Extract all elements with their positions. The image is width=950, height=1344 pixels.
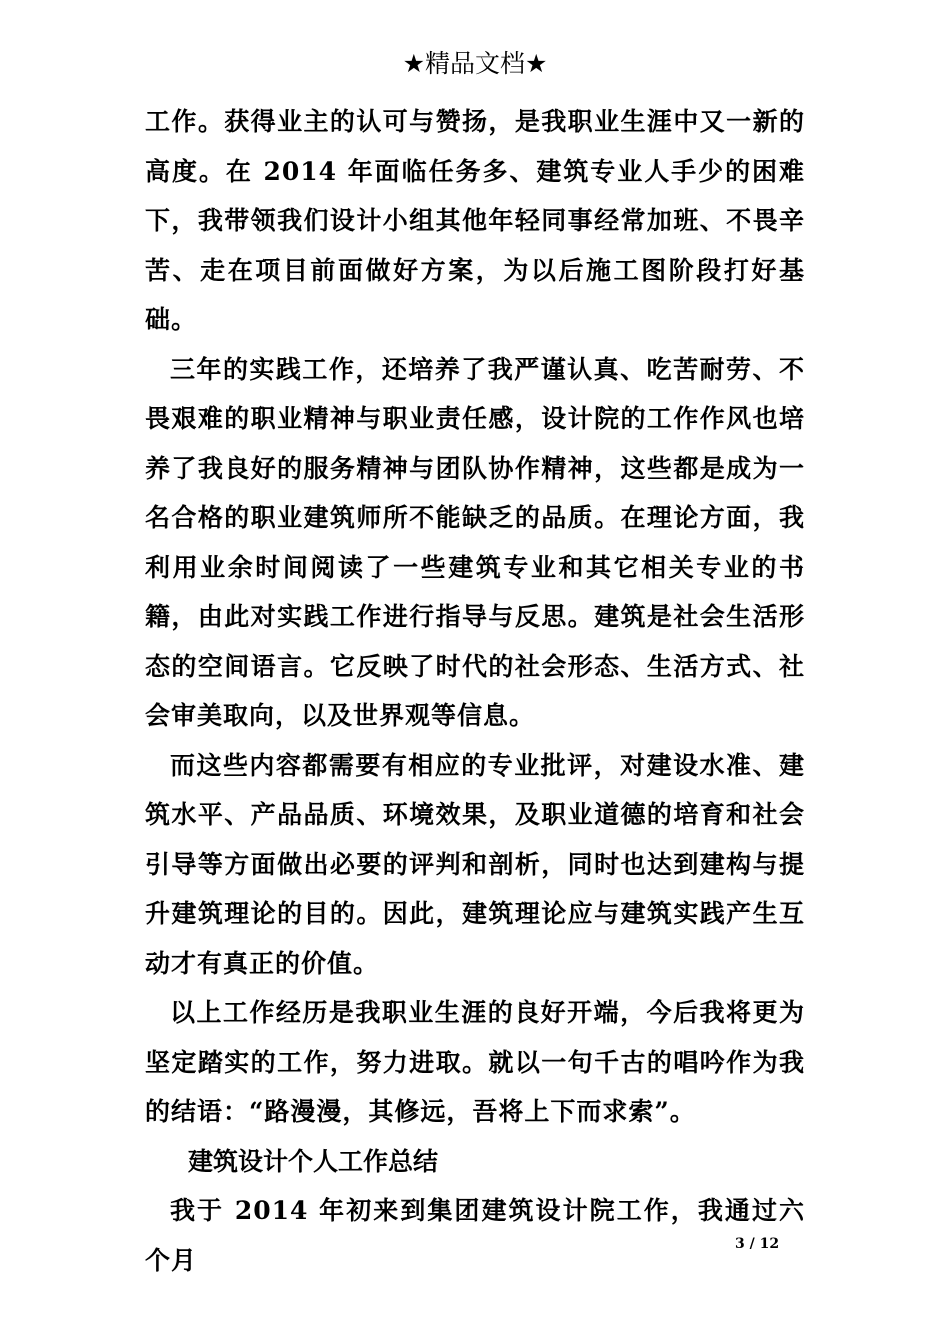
paragraph-continuation: 工作。获得业主的认可与赞扬，是我职业生涯中又一新的高度。在 2014 年面临任务多、建筑专业人手少的困难下，我带领我们设计小组其他年轻同事经常加班、不畏辛苦、走在项目前面做好方案，为以后施工图阶段打好基础。 bbox=[145, 107, 805, 334]
paragraph-intro: 我于 2014 年初来到集团建筑设计院工作，我通过六个月 bbox=[145, 1196, 805, 1275]
page-header-title: ★精品文档★ bbox=[402, 49, 548, 78]
section-subheading: 建筑设计个人工作总结 bbox=[188, 1146, 439, 1176]
paragraph-criticism: 而这些内容都需要有相应的专业批评，对建设水准、建筑水平、产品品质、环境效果，及职业道德的培育和社会引导等方面做出必要的评判和剖析，同时也达到建构与提升建筑理论的目的。因此，建筑理论应与建筑实践产生互动才有真正的价值。 bbox=[145, 750, 805, 978]
paragraph-conclusion: 以上工作经历是我职业生涯的良好开端，今后我将更为坚定踏实的工作，努力进取。就以一句千古的唱吟作为我的结语：“路漫漫，其修远，吾将上下而求索”。 bbox=[145, 998, 805, 1126]
document-body bbox=[145, 97, 805, 1285]
paragraph-practice: 三年的实践工作，还培养了我严谨认真、吃苦耐劳、不畏艰难的职业精神与职业责任感，设计院的工作作风也培养了我良好的服务精神与团队协作精神，这些都是成为一名合格的职业建筑师所不能缺乏的品质。在理论方面，我利用业余时间阅读了一些建筑专业和其它相关专业的书籍，由此对实践工作进行指导与反思。建筑是社会生活形态的空间语言。它反映了时代的社会形态、生活方式、社会审美取向，以及世界观等信息。 bbox=[145, 354, 805, 730]
page-number: 3 / 12 bbox=[735, 1236, 780, 1252]
